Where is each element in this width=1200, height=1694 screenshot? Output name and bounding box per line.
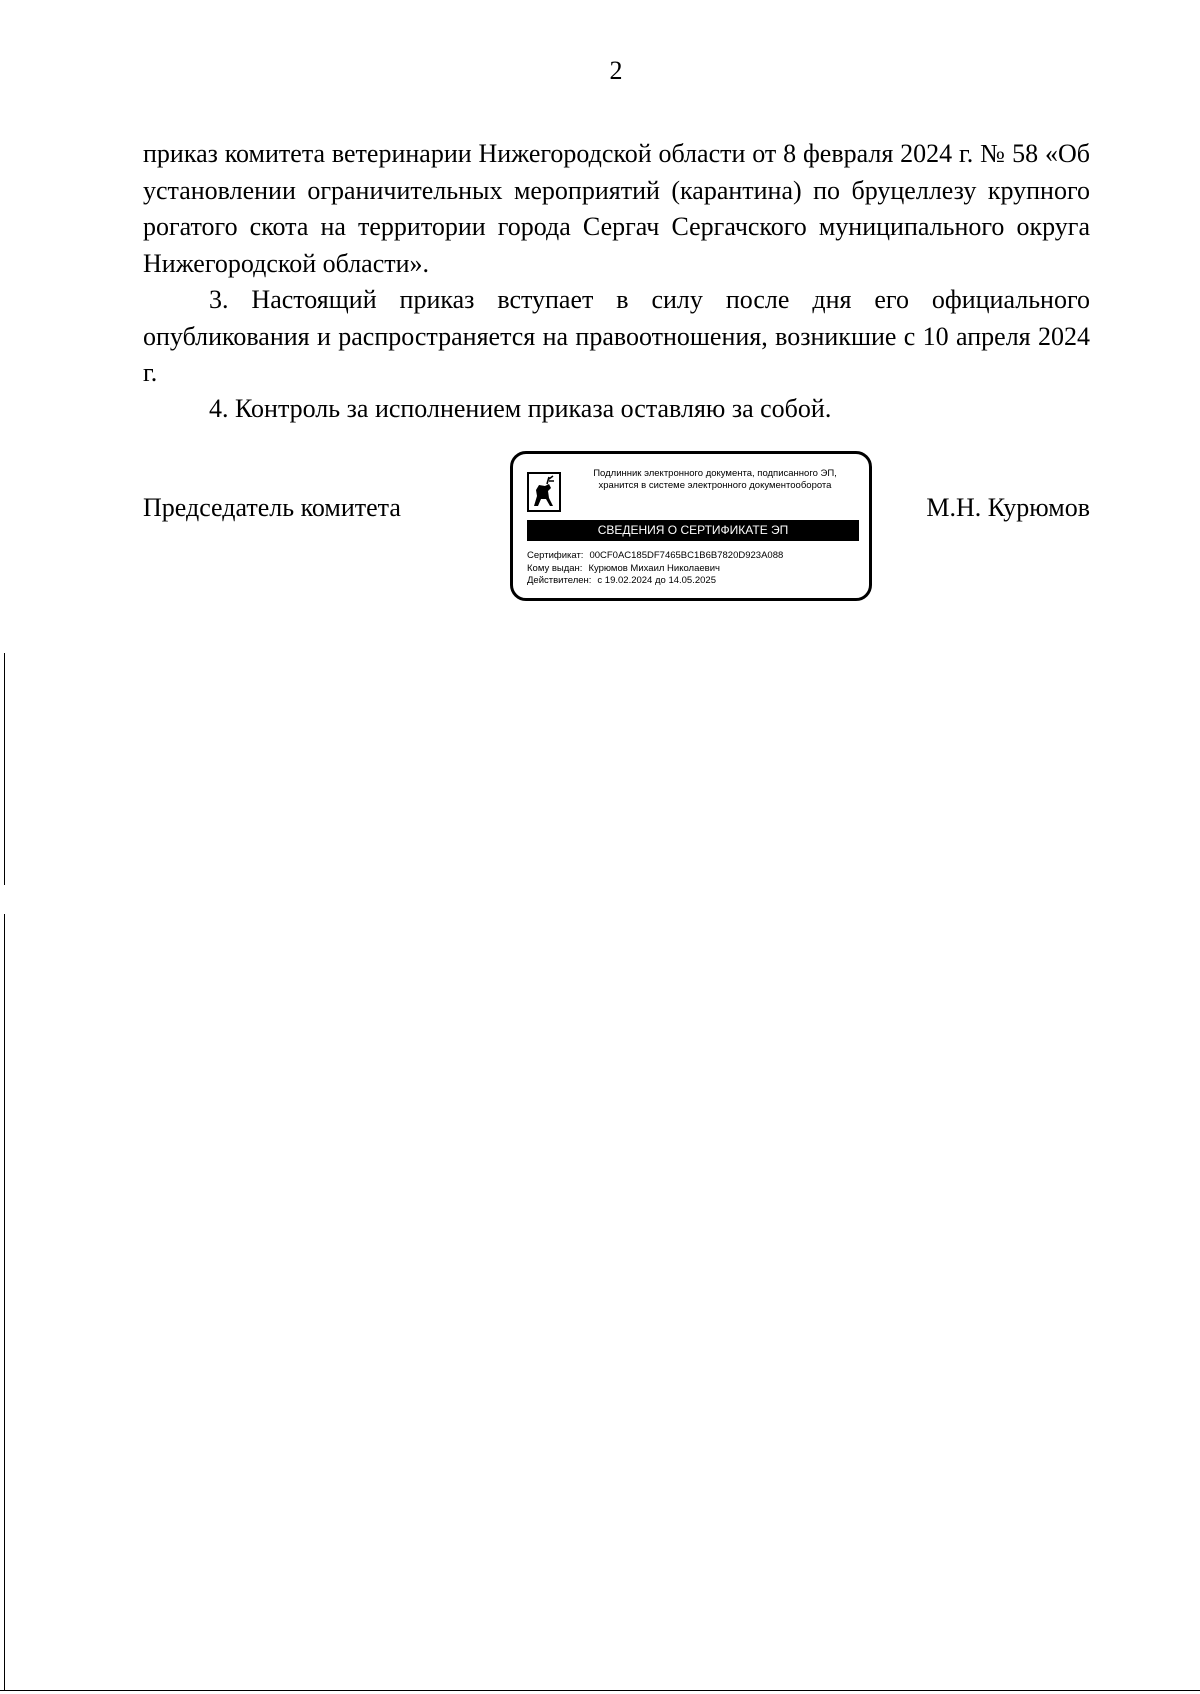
- certificate-label: Сертификат:: [527, 550, 584, 561]
- signatory-position: Председатель комитета: [143, 493, 401, 522]
- scan-bottom-line: [0, 1690, 1200, 1691]
- paragraph-order-reference: приказ комитета ветеринарии Нижегородской области от 8 февраля 2024 г. № 58 «Об установлении ограничительных мероприятий (карантина) по бруцеллезу крупного рогатого скота на территории города Сергач Сергачского муниципального округа Нижегородской области».: [143, 139, 1090, 278]
- validity-label: Действителен:: [527, 575, 592, 586]
- page-number: 2: [609, 56, 623, 85]
- signatory-name: М.Н. Курюмов: [926, 493, 1090, 522]
- validity-value: с 19.02.2024 до 14.05.2025: [597, 575, 716, 586]
- stamp-header-line: Подлинник электронного документа, подписанного ЭП,: [593, 468, 837, 479]
- paragraph-effective-date: 3. Настоящий приказ вступает в силу после дня его официального опубликования и распространяется на правоотношения, возникшие с 10 апреля 2024 г.: [143, 285, 1090, 387]
- stamp-title-bar: СВЕДЕНИЯ О СЕРТИФИКАТЕ ЭП: [527, 520, 859, 541]
- stamp-header-line: хранится в системе электронного документооборота: [598, 480, 832, 491]
- stamp-details: [527, 550, 783, 588]
- stamp-header: [565, 468, 865, 492]
- issued-to-label: Кому выдан:: [527, 562, 583, 574]
- paragraph-control: 4. Контроль за исполнением приказа оставляю за собой.: [209, 394, 832, 423]
- certificate-value: 00CF0AC185DF7465BC1B6B7820D923A088: [589, 550, 784, 561]
- certificate-row: [527, 550, 783, 563]
- issued-to-value: Курюмов Михаил Николаевич: [588, 562, 720, 574]
- validity-row: [527, 575, 783, 588]
- issued-to-row: [527, 563, 783, 576]
- scan-margin-line: [4, 914, 5, 1690]
- scan-margin-line: [4, 653, 5, 885]
- electronic-signature-stamp: [510, 451, 872, 601]
- deer-coat-of-arms-icon: [527, 472, 561, 512]
